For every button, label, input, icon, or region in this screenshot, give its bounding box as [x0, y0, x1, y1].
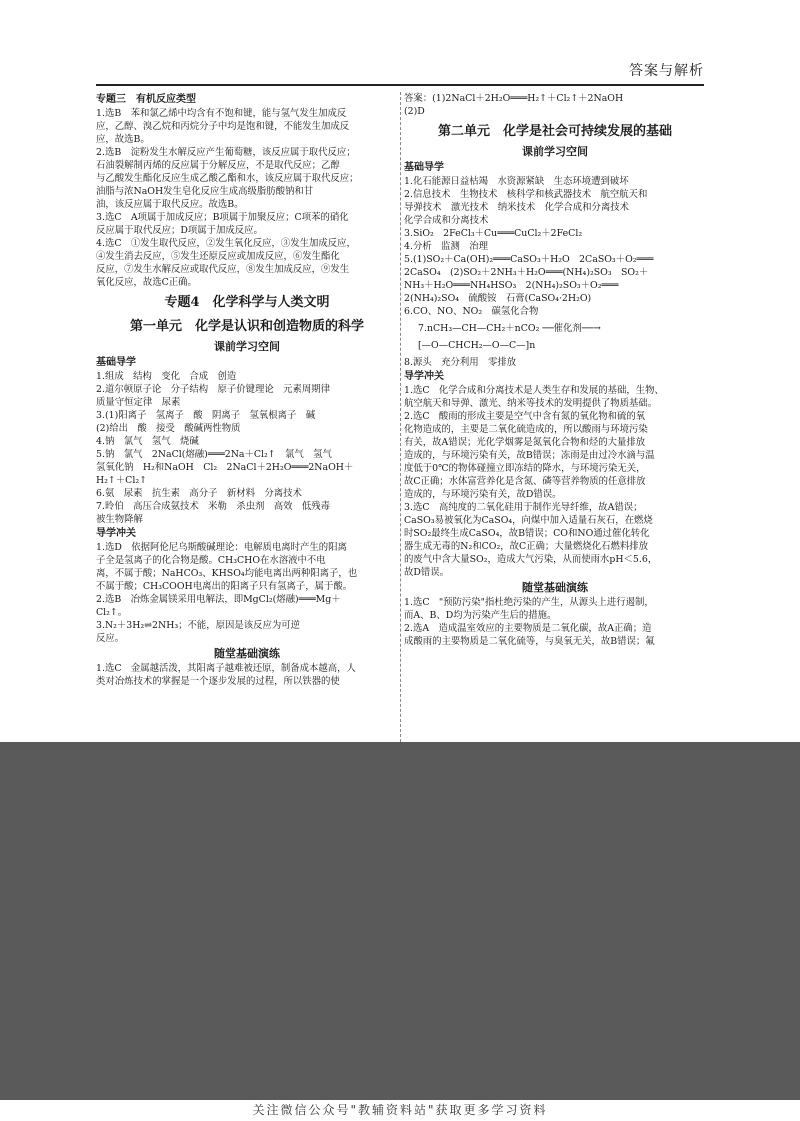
text-line: 2CaSO₄ (2)SO₂＋2NH₃＋H₂O═══(NH₄)₂SO₃ SO₂＋	[404, 267, 649, 278]
text-line: 氧化反应，故选C正确。	[96, 277, 197, 288]
dark-band-overlay	[0, 742, 800, 1100]
text-line: 质量守恒定律 尿素	[96, 397, 181, 408]
text-line: 3.选C A项属于加成反应；B项属于加聚反应；C项苯的硝化	[96, 212, 349, 223]
text-line: 有关，故A错误；光化学烟雾是氮氧化合物和烃的大量排放	[404, 437, 646, 448]
text-line: 应，乙醇、溴乙烷和丙烷分子中均是饱和键，不能发生加成反	[96, 121, 350, 132]
text-line: 化学合成和分离技术	[404, 215, 489, 226]
text-line: 6.氨 尿素 抗生素 高分子 新材料 分离技术	[96, 488, 302, 499]
text-line: 2.选C 酸雨的形成主要是空气中含有氮的氧化物和硫的氧	[404, 411, 646, 422]
text-line: CaSO₃易被氧化为CaSO₄，向煤中加入适量石灰石，在燃烧	[404, 515, 653, 526]
text-line: ④发生消去反应，⑤发生还原反应或加成反应，⑥发生酯化	[96, 251, 340, 262]
text-line: 反应。	[96, 633, 125, 644]
left-column	[96, 92, 398, 742]
text-line: 1.选B 苯和氯乙烯中均含有不饱和键，能与氢气发生加成反	[96, 108, 347, 119]
text-line: 反应，⑦发生水解反应或取代反应，⑧发生加成反应，⑨发生	[96, 264, 350, 275]
text-line: 化物造成的，主要是二氧化硫造成的，所以酸雨与环境污染	[404, 424, 648, 435]
column-divider	[400, 92, 401, 742]
text-line: (2)给出 酸 接受 酸碱两性物质	[96, 423, 241, 434]
unit-heading: 专题4 化学科学与人类文明	[164, 295, 330, 310]
text-line: 答案：(1)2NaCl＋2H₂O═══H₂↑＋Cl₂↑＋2NaOH	[404, 93, 624, 104]
text-line: 油，该反应属于取代反应。故选B。	[96, 199, 244, 210]
text-line: H₂↑＋Cl₂↑	[96, 475, 147, 486]
unit-heading: 第二单元 化学是社会可持续发展的基础	[437, 124, 672, 139]
text-line: 2(NH₄)₂SO₄ 硫酸铵 石膏(CaSO₄·2H₂O)	[404, 293, 592, 304]
section-heading: 随堂基础演练	[522, 581, 588, 594]
section-subheading: 专题三 有机反应类型	[96, 94, 196, 105]
text-line: 1.选D 依据阿伦尼乌斯酸碱理论：电解质电离时产生的阳离	[96, 542, 347, 553]
section-subheading: 导学冲关	[96, 528, 136, 539]
text-line: 航空航天和导弹、激光、纳米等技术的发明提供了物质基础。	[404, 398, 658, 409]
header-rule	[96, 84, 704, 86]
text-line: 器生成无毒的N₂和CO₂，故C正确；大量燃烧化石燃料排放	[404, 541, 649, 552]
unit-heading: 第一单元 化学是认识和创造物质的科学	[129, 319, 364, 334]
section-subheading: 导学冲关	[404, 371, 444, 382]
formula-line: [—O—CHCH₂—O—C—]n	[418, 340, 536, 351]
text-line: 2.选B 淀粉发生水解反应产生葡萄糖，该反应属于取代反应；	[96, 147, 356, 158]
page-header-title: 答案与解析	[629, 63, 704, 79]
section-subheading: 基础导学	[404, 162, 444, 173]
section-heading: 随堂基础演练	[214, 647, 280, 660]
text-line: 1.选C 化学合成和分离技术是人类生存和发展的基础，生物、	[404, 385, 664, 396]
text-line: 成酸雨的主要物质是二氧化硫等，与臭氧无关，故B错误；氟	[404, 636, 655, 647]
footer-watermark: 关注微信公众号"教辅资料站"获取更多学习资料	[252, 1103, 548, 1117]
text-line: NH₃＋H₂O═══NH₄HSO₃ 2(NH₄)₂SO₃＋O₂═══	[404, 280, 619, 291]
text-line: 与乙酸发生酯化反应生成乙酸乙酯和水，该反应属于取代反应；	[96, 173, 359, 184]
formula-line: 7.nCH₃—CH—CH₂＋nCO₂ ──催化剂──→	[418, 323, 601, 334]
text-line: 1.选C "预防污染"指杜绝污染的产生，从源头上进行遏制，	[404, 597, 654, 608]
text-line: 类对冶炼技术的掌握是一个逐步发展的过程，所以铁器的使	[96, 676, 340, 687]
text-line: 3.N₂＋3H₂⇌2NH₃；不能，原因是该反应为可逆	[96, 620, 301, 631]
text-line: 1.组成 结构 变化 合成 创造	[96, 371, 237, 382]
text-line: 8.源头 充分利用 零排放	[404, 357, 517, 368]
text-line: 6.CO、NO、NO₂ 碳氢化合物	[404, 306, 539, 317]
text-line: 度低于0℃的物体碰撞立即冻结的降水，与环境污染无关，	[404, 463, 646, 474]
text-line: (2)D	[404, 106, 425, 117]
section-subheading: 基础导学	[96, 357, 136, 368]
text-line: 2.选B 冶炼金属镁采用电解法，即MgCl₂(熔融)═══Mg＋	[96, 594, 341, 605]
text-line: 造成的，与环境污染有关，故D错误。	[404, 489, 562, 500]
text-line: 2.信息技术 生物技术 核科学和核武器技术 航空航天和	[404, 189, 648, 200]
text-line: 不属于酸；CH₃COOH电离出的阳离子只有氢离子，属于酸。	[96, 581, 353, 592]
text-line: 被生物降解	[96, 514, 143, 525]
text-line: 石油裂解制丙烯的反应属于分解反应，不是取代反应；乙醇	[96, 160, 340, 171]
text-line: 7.昤伯 高压合成氨技术 米勒 杀虫剂 高效 低残毒	[96, 501, 330, 512]
text-line: 离，不属于酸；NaHCO₃、KHSO₄均能电离出两种阳离子，也	[96, 568, 358, 579]
section-heading: 课前学习空间	[214, 340, 280, 353]
text-line: 4.钠 氯气 氢气 烧碱	[96, 436, 199, 447]
text-line: 5.(1)SO₂＋Ca(OH)₂═══CaSO₃＋H₂O 2CaSO₃＋O₂═══	[404, 254, 654, 265]
text-line: 4.分析 监测 治理	[404, 241, 488, 252]
text-line: 2.选A 造成温室效应的主要物质是二氧化碳，故A正确；造	[404, 623, 652, 634]
text-line: 氢氧化钠 H₂和NaOH Cl₂ 2NaCl＋2H₂O═══2NaOH＋	[96, 462, 354, 473]
text-line: 1.选C 金属越活泼，其阳离子越难被还原，制备成本越高，人	[96, 663, 356, 674]
text-line: 而A、B、D均为污染产生后的措施。	[404, 610, 557, 621]
text-line: 1.化石能源日益枯竭 水资源紧缺 生态环境遭到破坏	[404, 176, 629, 187]
text-line: 4.选C ①发生取代反应，②发生氧化反应，③发生加成反应，	[96, 238, 356, 249]
text-line: 故C正确；水体富营养化是含氮、磷等营养物质的任意排放	[404, 476, 646, 487]
right-column	[404, 92, 706, 742]
section-heading: 课前学习空间	[522, 145, 588, 158]
text-line: 的废气中含大量SO₂，造成大气污染，从而使雨水pH＜5.6，	[404, 554, 658, 565]
text-line: 3.SiO₂ 2FeCl₃＋Cu═══CuCl₂＋2FeCl₂	[404, 228, 583, 239]
text-line: 子全是氢离子的化合物是酸。CH₃CHO在水溶液中不电	[96, 555, 326, 566]
text-line: 反应属于取代反应；D项属于加成反应。	[96, 225, 263, 236]
text-line: 时SO₂最终生成CaSO₄，故B错误；CO和NO通过催化转化	[404, 528, 650, 539]
text-line: 3.(1)阳离子 氢离子 酸 阴离子 氢氧根离子 碱	[96, 410, 316, 421]
text-line: 应，故选B。	[96, 134, 150, 145]
text-line: 故D错误。	[404, 567, 450, 578]
text-line: Cl₂↑。	[96, 607, 128, 618]
text-line: 造成的，与环境污染有关，故B错误；冻雨是由过冷水滴与温	[404, 450, 655, 461]
text-line: 导弹技术 激光技术 纳米技术 化学合成和分离技术	[404, 202, 630, 213]
text-line: 5.钠 氯气 2NaCl(熔融)═══2Na＋Cl₂↑ 氯气 氢气	[96, 449, 332, 460]
text-line: 2.道尔顿原子论 分子结构 原子价键理论 元素周期律	[96, 384, 330, 395]
text-line: 油脂与浓NaOH发生皂化反应生成高级脂肪酸钠和甘	[96, 186, 314, 197]
text-line: 3.选C 高纯度的二氧化硅用于制作光导纤维，故A错误；	[404, 502, 643, 513]
